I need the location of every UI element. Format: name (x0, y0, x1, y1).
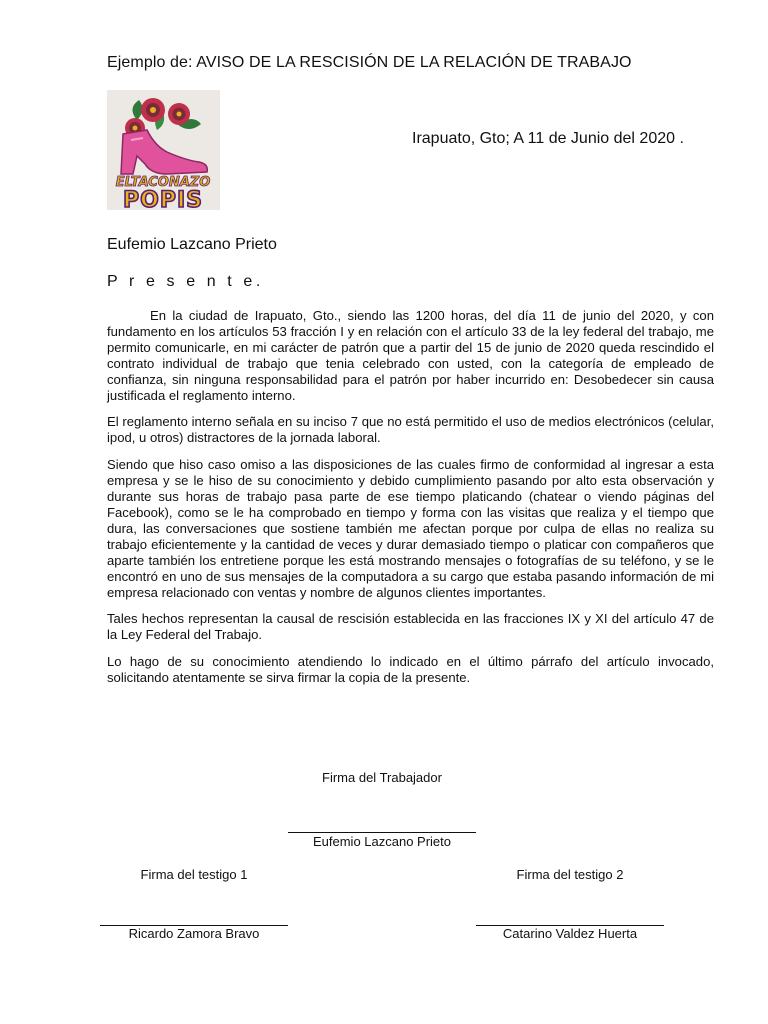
date-line: Irapuato, Gto; A 11 de Junio del 2020 . (412, 130, 684, 147)
witness2-signature-label: Firma del testigo 2 (516, 867, 624, 882)
body-paragraph: Siendo que hiso caso omiso a las disposiciones de las cuales firmo de conformidad al ingresar a esta empresa y se le hiso de su conocimiento y debido cumplimiento pasando por alto esta observación y durante sus horas de trabajo pasa parte de ese tiempo platicando (chatear o viendo páginas del Facebook), como se le ha comprobado en tiempo y forma con las visitas que realiza y el tiempo que dura, las conversaciones que sostiene también me afectan porque por culpa de ellas no realiza su trabajo eficientemente y la cantidad de veces y durar demasiado tiempo o platicar con compañeros que aparte también los entretiene porque les está mostrando mensajes o fotografías de su teléfono, y se le encontró en uno de sus mensajes de la computadora a su cargo que estaba pasando información de mi empresa relacionado con ventas y nombre de algunos clientes importantes. (107, 457, 714, 600)
body-paragraph: En la ciudad de Irapuato, Gto., siendo las 1200 horas, del día 11 de junio del 2020, y con fundamento en los artículos 53 fracción I y en relación con el artículo 33 de la ley federal del trabajo, me permito comunicarle, en mi carácter de patrón que a partir del 15 de junio de 2020 queda rescindido el contrato individual de trabajo que tenia celebrado con usted, con la categoría de empleado de confianza, sin ninguna responsabilidad para el patrón por haber incurrido en: Desobedecer sin causa justificada el reglamento interno. (107, 308, 714, 403)
logo-text-bottom: POPIS (123, 188, 203, 210)
witness1-signature-name: Ricardo Zamora Bravo (128, 926, 260, 941)
body-paragraph: Tales hechos representan la causal de rescisión establecida en las fracciones IX y XI del artículo 47 de la Ley Federal del Trabajo. (107, 611, 714, 643)
worker-signature-line (288, 832, 476, 833)
worker-signature-label: Firma del Trabajador (322, 770, 442, 785)
letter-body (107, 308, 714, 697)
salutation: P r e s e n t e. (107, 273, 264, 290)
body-paragraph: Lo hago de su conocimiento atendiendo lo indicado en el último párrafo del artículo invocado, solicitando atentamente se sirva firmar la copia de la presente. (107, 654, 714, 686)
logo-text-top: ELTACONAZO (115, 175, 211, 190)
witness1-signature-label: Firma del testigo 1 (140, 867, 248, 882)
worker-signature-name: Eufemio Lazcano Prieto (312, 834, 452, 849)
recipient-name: Eufemio Lazcano Prieto (107, 236, 277, 253)
witness2-signature-name: Catarino Valdez Huerta (502, 926, 638, 941)
company-logo (107, 90, 220, 210)
document-title: Ejemplo de: AVISO DE LA RESCISIÓN DE LA RELACIÓN DE TRABAJO (107, 54, 632, 71)
body-paragraph: El reglamento interno señala en su inciso 7 que no está permitido el uso de medios electrónicos (celular, ipod, u otros) distractores de la jornada laboral. (107, 414, 714, 446)
logo-graphic (107, 90, 220, 210)
